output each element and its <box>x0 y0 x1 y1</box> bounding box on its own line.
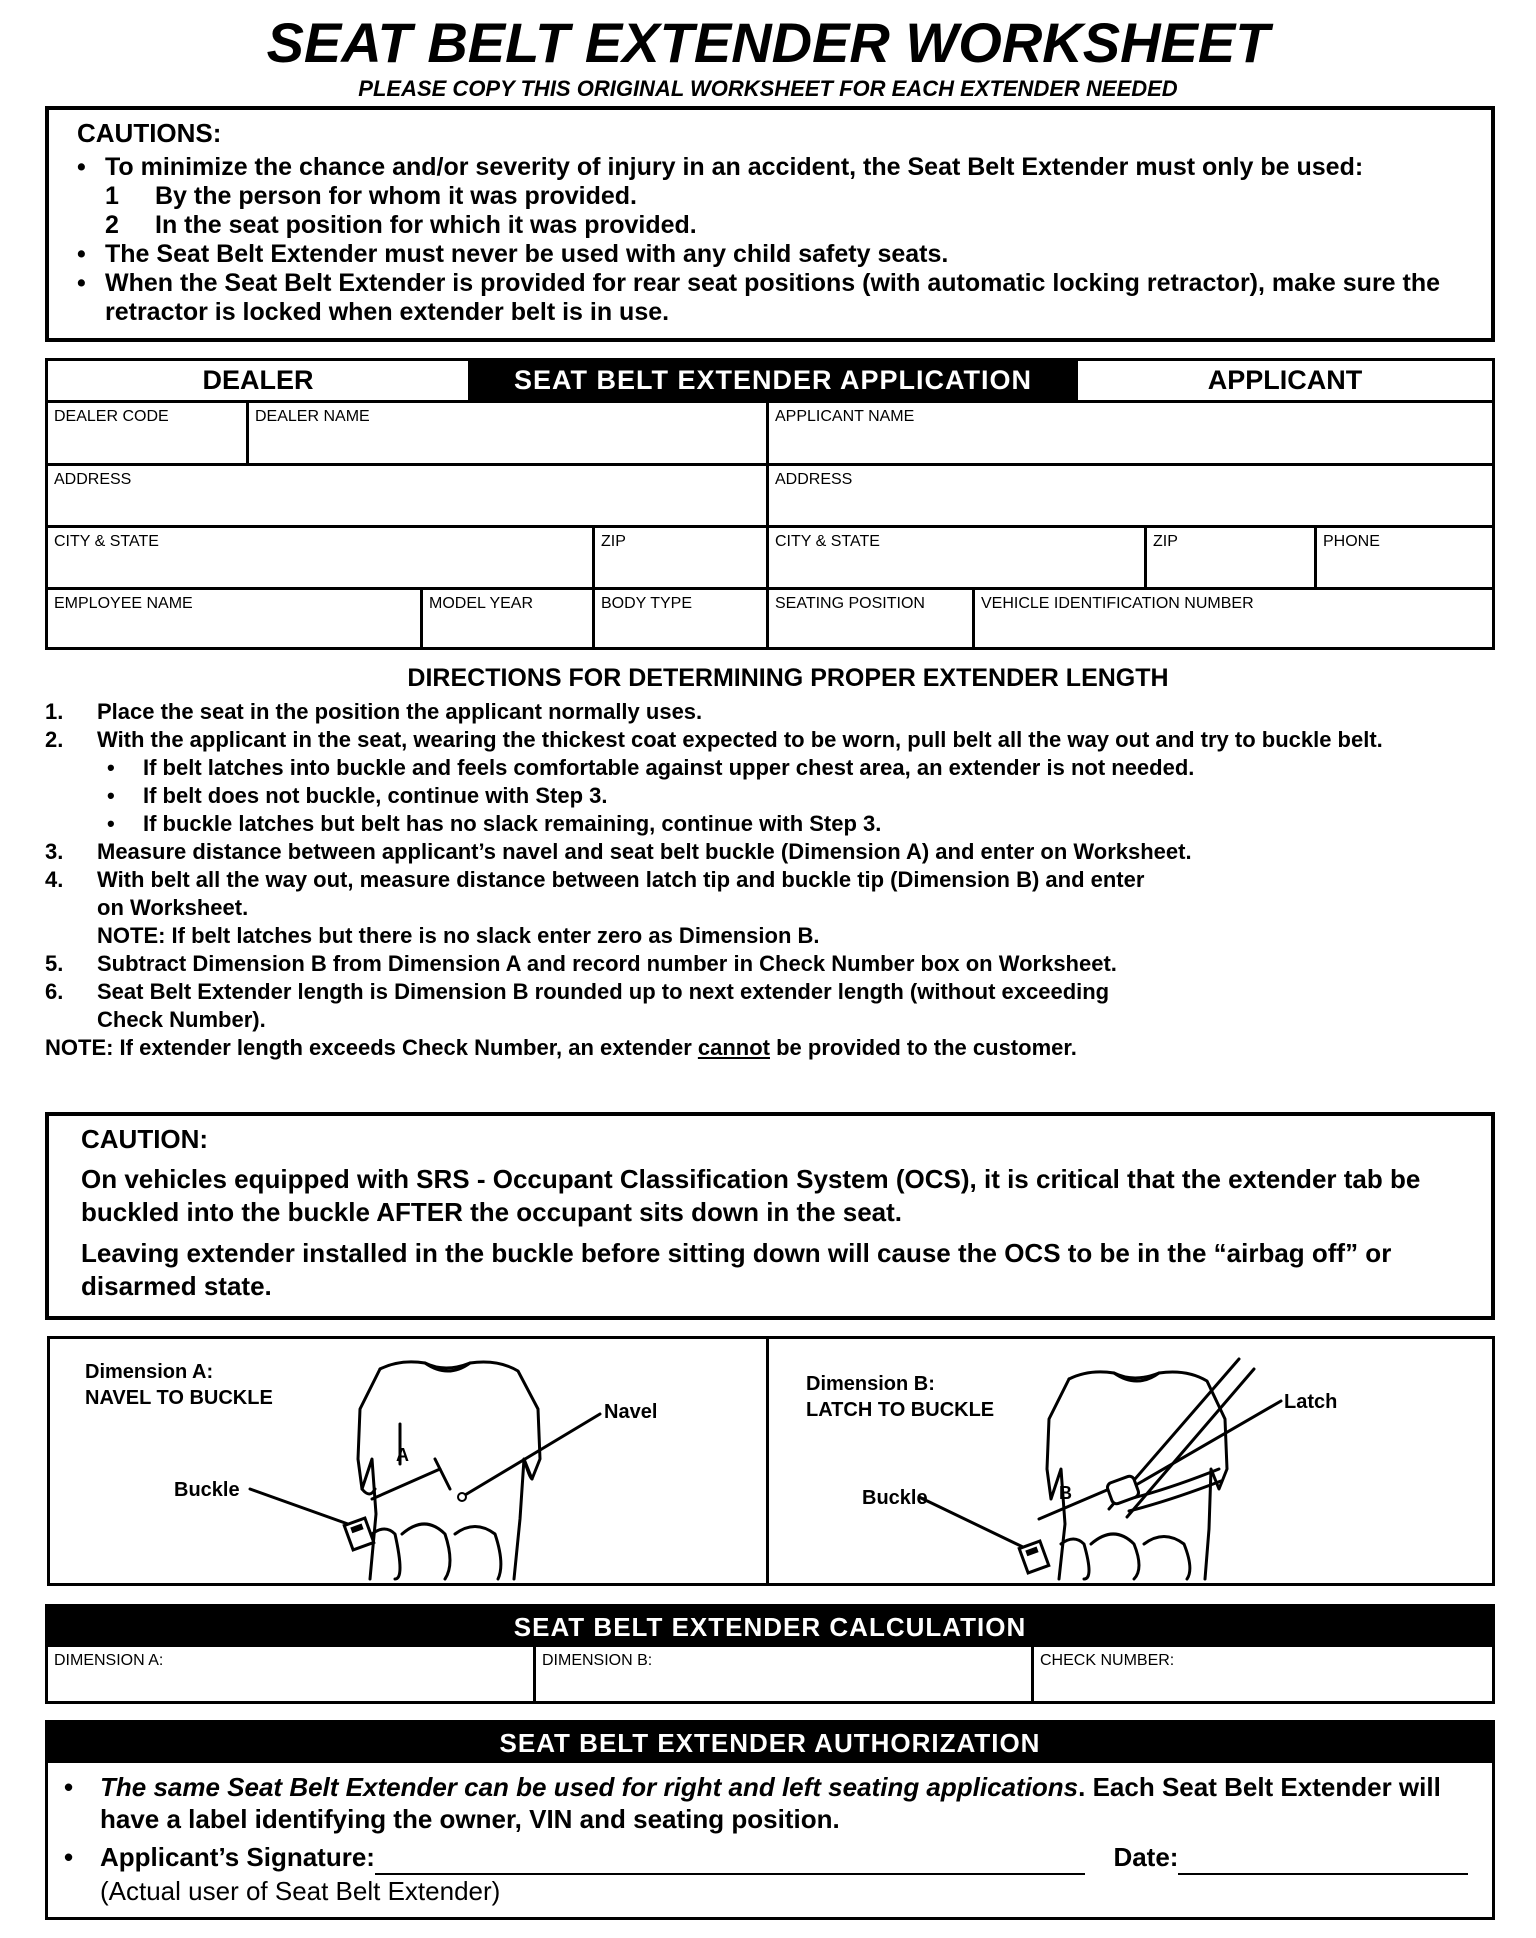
seating-position-field[interactable]: SEATING POSITION <box>775 595 925 612</box>
authorization-statement: • The same Seat Belt Extender can be used for right and left seating applications. Each Seat Belt Extender will have a label identifying the owner, VIN and seating position. <box>64 1772 1441 1834</box>
cautions-list <box>77 153 1463 182</box>
authorization-section <box>45 1720 1495 1920</box>
direction-step-5: 5. Subtract Dimension B from Dimension A and record number in Check Number box on Worksheet. <box>45 951 1117 976</box>
caution-item-3: • When the Seat Belt Extender is provided for rear seat positions (with automatic locking retractor), make sure the retractor is locked when extender belt is in use. <box>77 269 1463 327</box>
direction-step-4: 4. With belt all the way out, measure distance between latch tip and buckle tip (Dimension B) and enter <box>45 867 1145 892</box>
vin-field[interactable]: VEHICLE IDENTIFICATION NUMBER <box>981 595 1254 612</box>
signature-line[interactable] <box>375 1841 1085 1875</box>
dimension-a-buckle-label: Buckle <box>174 1479 240 1501</box>
ocs-caution-paragraph-1: On vehicles equipped with SRS - Occupant Classification System (OCS), it is critical that the extender tab be buckled into the buckle AFTER the occupant sits down in the seat. <box>81 1164 1421 1227</box>
date-line[interactable] <box>1178 1841 1468 1875</box>
page-title: SEAT BELT EXTENDER WORKSHEET <box>266 11 1270 74</box>
dimension-diagrams <box>47 1336 1495 1586</box>
calculation-section <box>45 1604 1495 1704</box>
direction-step-3: 3. Measure distance between applicant’s navel and seat belt buckle (Dimension A) and enter on Worksheet. <box>45 839 1192 864</box>
cautions-box <box>45 106 1495 342</box>
applicant-zip-field[interactable]: ZIP <box>1153 533 1178 550</box>
direction-step-4-note: NOTE: If belt latches but there is no slack enter zero as Dimension B. <box>97 923 820 948</box>
dealer-city-state-field[interactable]: CITY & STATE <box>54 533 159 550</box>
application-header <box>48 361 1492 403</box>
dimension-b-buckle-label: Buckle <box>862 1487 928 1509</box>
check-number-field[interactable]: CHECK NUMBER: <box>1040 1652 1175 1669</box>
application-title: SEAT BELT EXTENDER APPLICATION <box>468 361 1078 400</box>
caution-sub-1: 1 By the person for whom it was provided. <box>105 182 638 210</box>
dimension-a-illustration <box>50 1339 766 1583</box>
employee-name-field[interactable]: EMPLOYEE NAME <box>54 595 193 612</box>
dimension-b-illustration <box>769 1339 1495 1583</box>
applicant-name-field[interactable]: APPLICANT NAME <box>775 408 915 425</box>
dimension-a-letter: A <box>396 1445 409 1465</box>
dimension-a-navel-label: Navel <box>604 1401 658 1423</box>
direction-bullet-2: • If belt does not buckle, continue with Step 3. <box>107 783 608 808</box>
caution-item-2: • The Seat Belt Extender must never be used with any child safety seats. <box>77 240 1463 269</box>
dimension-a-title: Dimension A: NAVEL TO BUCKLE <box>85 1361 273 1409</box>
directions-title: DIRECTIONS FOR DETERMINING PROPER EXTENDER LENGTH <box>407 664 1169 692</box>
ocs-caution-paragraph-2: Leaving extender installed in the buckle before sitting down will cause the OCS to be in the “airbag off” or disarmed state. <box>81 1238 1392 1301</box>
direction-bullet-3: • If buckle latches but belt has no slack remaining, continue with Step 3. <box>107 811 882 836</box>
dimension-b-letter: B <box>1059 1483 1072 1503</box>
direction-step-6: 6. Seat Belt Extender length is Dimension B rounded up to next extender length (without exceeding <box>45 979 1110 1004</box>
dimension-b-title: Dimension B: LATCH TO BUCKLE <box>806 1373 995 1421</box>
caution-sub-2: 2 In the seat position for which it was provided. <box>105 211 697 239</box>
dimension-b-field[interactable]: DIMENSION B: <box>542 1652 653 1669</box>
caution-item-1: • To minimize the chance and/or severity of injury in an accident, the Seat Belt Extender must only be used: <box>77 153 1463 182</box>
direction-step-2: 2. With the applicant in the seat, wearing the thickest coat expected to be worn, pull belt all the way out and try to buckle belt. <box>45 727 1383 752</box>
dealer-address-field[interactable]: ADDRESS <box>54 471 132 488</box>
model-year-field[interactable]: MODEL YEAR <box>429 595 534 612</box>
dealer-code-field[interactable]: DEALER CODE <box>54 408 169 425</box>
applicant-heading: APPLICANT <box>1207 365 1363 395</box>
date-label: Date: <box>1113 1842 1179 1872</box>
ocs-caution-heading: CAUTION: <box>81 1124 209 1154</box>
signature-note: (Actual user of Seat Belt Extender) <box>100 1876 501 1906</box>
dimension-a-field[interactable]: DIMENSION A: <box>54 1652 164 1669</box>
page-subtitle: PLEASE COPY THIS ORIGINAL WORKSHEET FOR EACH EXTENDER NEEDED <box>358 76 1178 101</box>
dimension-b-latch-label: Latch <box>1284 1391 1338 1413</box>
application-form <box>45 358 1495 650</box>
calculation-title: SEAT BELT EXTENDER CALCULATION <box>48 1607 1492 1647</box>
direction-step-6-cont: Check Number). <box>97 1007 266 1032</box>
body-type-field[interactable]: BODY TYPE <box>601 595 692 612</box>
applicant-city-state-field[interactable]: CITY & STATE <box>775 533 880 550</box>
phone-field[interactable]: PHONE <box>1323 533 1380 550</box>
signature-label: Applicant’s Signature: <box>100 1842 375 1872</box>
signature-row: • Applicant’s Signature: Date: <box>64 1841 1474 1875</box>
dealer-zip-field[interactable]: ZIP <box>601 533 626 550</box>
direction-step-4-cont: on Worksheet. <box>97 895 249 920</box>
authorization-title: SEAT BELT EXTENDER AUTHORIZATION <box>48 1723 1492 1763</box>
directions-list <box>45 698 1505 1062</box>
dealer-heading: DEALER <box>202 365 314 395</box>
ocs-caution-box <box>45 1112 1495 1320</box>
applicant-address-field[interactable]: ADDRESS <box>775 471 853 488</box>
direction-step-1: 1. Place the seat in the position the applicant normally uses. <box>45 699 703 724</box>
cautions-heading: CAUTIONS: <box>77 118 222 148</box>
directions-final-note: NOTE: If extender length exceeds Check Number, an extender cannot be provided to the customer. <box>45 1035 1077 1060</box>
dealer-name-field[interactable]: DEALER NAME <box>255 408 370 425</box>
direction-bullet-1: • If belt latches into buckle and feels comfortable against upper chest area, an extender is not needed. <box>107 755 1195 780</box>
